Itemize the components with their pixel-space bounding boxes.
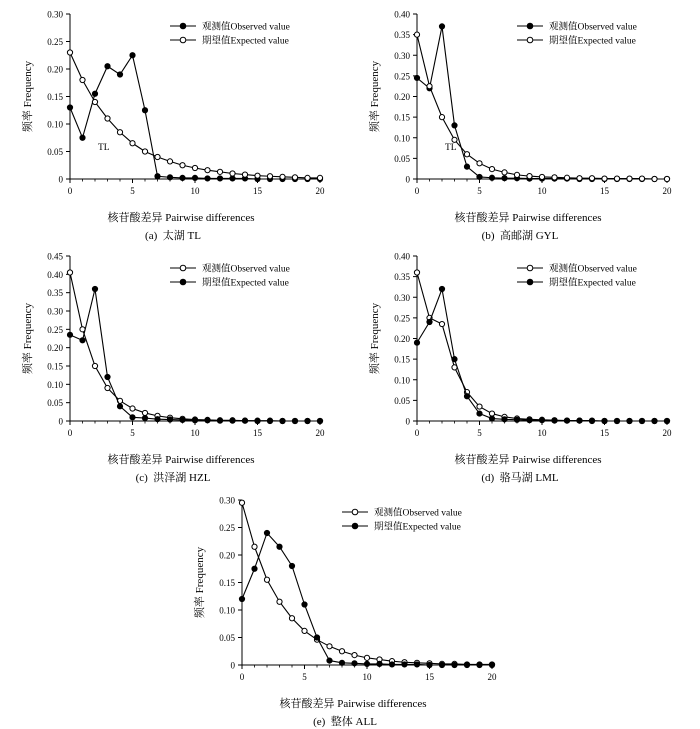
- data-point: [439, 24, 444, 29]
- chart-panel-hongze: [18, 246, 336, 485]
- data-point: [142, 149, 147, 154]
- data-point: [155, 154, 160, 159]
- data-point: [192, 418, 197, 423]
- data-point: [514, 172, 519, 177]
- data-point: [527, 174, 532, 179]
- y-tick-label: 0.05: [394, 153, 410, 164]
- legend-marker: [352, 523, 358, 529]
- data-point: [527, 418, 532, 423]
- data-point: [117, 130, 122, 135]
- data-point: [305, 418, 310, 423]
- legend-marker: [527, 279, 533, 285]
- data-point: [255, 418, 260, 423]
- data-point: [67, 332, 72, 337]
- data-point: [289, 563, 294, 568]
- data-point: [252, 566, 257, 571]
- data-point: [339, 660, 344, 665]
- y-tick-label: 0: [58, 416, 63, 427]
- y-tick-label: 0.20: [394, 334, 410, 344]
- y-tick-label: 0.05: [219, 633, 235, 643]
- legend-label: 观测值Observed value: [202, 22, 290, 33]
- data-point: [252, 544, 257, 549]
- legend: [342, 507, 462, 533]
- y-tick-label: 0.20: [47, 64, 63, 75]
- y-axis-label: 频率 Frequency: [369, 302, 381, 375]
- data-point: [352, 661, 357, 666]
- data-point: [230, 176, 235, 181]
- data-point: [502, 170, 507, 175]
- data-point: [130, 406, 135, 411]
- x-tick-label: 0: [67, 428, 73, 438]
- data-point: [464, 662, 469, 667]
- data-point: [142, 410, 147, 415]
- y-tick-label: 0.15: [47, 92, 63, 102]
- legend-label: 期望值Expected value: [549, 36, 636, 47]
- x-tick-label: 20: [487, 672, 497, 682]
- data-point: [414, 662, 419, 667]
- x-tick-label: 20: [662, 428, 672, 438]
- data-point: [564, 418, 569, 423]
- data-point: [489, 167, 494, 172]
- chart-svg-a: [18, 4, 328, 209]
- data-point: [317, 175, 322, 180]
- chart-svg-b: [365, 4, 675, 209]
- plot-area-b: [365, 4, 683, 209]
- data-point: [205, 176, 210, 181]
- x-tick-label: 0: [67, 186, 73, 196]
- data-point: [489, 411, 494, 416]
- data-point: [155, 174, 160, 179]
- y-tick-label: 0: [405, 174, 410, 185]
- y-tick-label: 0.35: [394, 272, 410, 283]
- x-axis-label: 核苷酸差异 Pairwise differences: [279, 698, 427, 710]
- data-point: [205, 418, 210, 423]
- data-point: [452, 137, 457, 142]
- x-tick-label: 0: [414, 186, 420, 196]
- y-tick-label: 0.15: [47, 361, 63, 372]
- data-point: [477, 174, 482, 179]
- data-point: [80, 135, 85, 140]
- y-tick-label: 0.25: [394, 313, 410, 324]
- legend-marker: [180, 23, 186, 29]
- y-tick-label: 0.40: [394, 9, 410, 20]
- data-point: [130, 141, 135, 146]
- plot-area-e: [190, 490, 508, 695]
- legend-marker: [527, 37, 533, 43]
- series-line-1: [417, 273, 667, 422]
- data-point: [105, 374, 110, 379]
- data-point: [352, 653, 357, 658]
- y-tick-label: 0.40: [394, 251, 410, 262]
- chart-panel-luoma: [365, 246, 683, 485]
- x-axis-label: 核苷酸差异 Pairwise differences: [454, 454, 602, 466]
- data-point: [239, 500, 244, 505]
- y-axis-label: 频率 Frequency: [22, 302, 34, 375]
- y-tick-label: 0.25: [219, 523, 235, 533]
- data-point: [305, 175, 310, 180]
- data-point: [464, 394, 469, 399]
- y-tick-label: 0.30: [394, 292, 410, 303]
- y-tick-label: 0.30: [47, 306, 63, 317]
- data-point: [664, 418, 669, 423]
- panel-caption: (e) 整体 ALL: [313, 716, 377, 728]
- data-point: [464, 152, 469, 157]
- y-tick-label: 0.10: [47, 119, 63, 130]
- data-point: [427, 662, 432, 667]
- data-point: [117, 404, 122, 409]
- data-point: [264, 577, 269, 582]
- data-point: [327, 658, 332, 663]
- data-point: [564, 175, 569, 180]
- data-point: [439, 321, 444, 326]
- data-point: [414, 270, 419, 275]
- y-tick-label: 0.10: [47, 379, 63, 390]
- data-point: [180, 163, 185, 168]
- x-axis-label: 核苷酸差异 Pairwise differences: [107, 212, 255, 224]
- x-tick-label: 5: [477, 428, 482, 438]
- data-point: [514, 417, 519, 422]
- data-point: [105, 116, 110, 121]
- x-axis-label: 核苷酸差异 Pairwise differences: [107, 454, 255, 466]
- x-tick-label: 15: [600, 186, 609, 196]
- data-point: [539, 418, 544, 423]
- data-point: [105, 385, 110, 390]
- series-line-2: [417, 289, 667, 421]
- y-tick-label: 0: [230, 660, 235, 671]
- data-point: [302, 602, 307, 607]
- y-tick-label: 0.20: [47, 343, 63, 354]
- data-point: [539, 174, 544, 179]
- x-tick-label: 5: [477, 186, 482, 196]
- data-point: [414, 75, 419, 80]
- legend-label: 期望值Expected value: [374, 522, 461, 533]
- data-point: [230, 171, 235, 176]
- data-point: [414, 32, 419, 37]
- legend-label: 观测值Observed value: [374, 508, 462, 519]
- data-point: [477, 404, 482, 409]
- panel-caption: (d) 骆马湖 LML: [481, 472, 559, 484]
- data-point: [602, 176, 607, 181]
- data-point: [242, 418, 247, 423]
- panel-caption: (b) 高邮湖 GYL: [481, 230, 559, 242]
- x-tick-label: 5: [130, 428, 135, 438]
- y-tick-label: 0.45: [47, 251, 63, 262]
- data-point: [192, 175, 197, 180]
- data-point: [589, 176, 594, 181]
- y-tick-label: 0.15: [394, 112, 410, 123]
- chart-svg-c: [18, 246, 328, 451]
- data-point: [80, 338, 85, 343]
- data-point: [292, 418, 297, 423]
- y-tick-label: 0.35: [47, 288, 63, 299]
- data-point: [664, 176, 669, 181]
- data-point: [217, 176, 222, 181]
- y-tick-label: 0.10: [394, 133, 410, 144]
- plot-annotation: TL: [98, 143, 110, 154]
- x-axis-label: 核苷酸差异 Pairwise differences: [454, 212, 602, 224]
- y-tick-label: 0.15: [219, 578, 235, 588]
- series-line-2: [417, 35, 667, 179]
- data-point: [92, 286, 97, 291]
- data-point: [652, 418, 657, 423]
- data-point: [439, 286, 444, 291]
- x-tick-label: 15: [600, 428, 609, 438]
- data-point: [627, 176, 632, 181]
- data-point: [452, 662, 457, 667]
- x-tick-label: 20: [315, 428, 325, 438]
- data-point: [477, 411, 482, 416]
- legend-label: 观测值Observed value: [202, 264, 290, 275]
- y-tick-label: 0.10: [219, 605, 235, 616]
- data-point: [639, 418, 644, 423]
- y-axis-label: 频率 Frequency: [194, 546, 206, 619]
- data-point: [577, 176, 582, 181]
- data-point: [439, 115, 444, 120]
- y-tick-label: 0.25: [47, 37, 63, 47]
- data-point: [242, 172, 247, 177]
- chart-panel-taihu: [18, 4, 336, 243]
- x-tick-label: 10: [537, 186, 547, 196]
- series-line-1: [417, 26, 667, 179]
- plot-area-c: [18, 246, 336, 451]
- y-tick-label: 0.20: [219, 550, 235, 561]
- x-tick-label: 20: [662, 186, 672, 196]
- data-point: [239, 596, 244, 601]
- legend-label: 期望值Expected value: [202, 278, 289, 289]
- chart-svg-e: [190, 490, 500, 695]
- data-point: [602, 418, 607, 423]
- data-point: [142, 108, 147, 113]
- panel-caption: (c) 洪泽湖 HZL: [135, 472, 211, 484]
- y-tick-label: 0.30: [219, 495, 235, 506]
- data-point: [142, 415, 147, 420]
- y-tick-label: 0.30: [394, 50, 410, 61]
- data-point: [614, 176, 619, 181]
- legend-label: 期望值Expected value: [202, 36, 289, 47]
- y-tick-label: 0: [405, 416, 410, 427]
- y-tick-label: 0.05: [394, 395, 410, 406]
- data-point: [267, 418, 272, 423]
- data-point: [130, 53, 135, 58]
- y-tick-label: 0.30: [47, 9, 63, 20]
- data-point: [180, 417, 185, 422]
- data-point: [627, 418, 632, 423]
- data-point: [92, 99, 97, 104]
- series-line-2: [70, 53, 320, 178]
- series-line-2: [70, 289, 320, 421]
- x-tick-label: 10: [362, 672, 372, 682]
- data-point: [280, 418, 285, 423]
- data-point: [117, 72, 122, 77]
- data-point: [302, 628, 307, 633]
- data-point: [489, 175, 494, 180]
- data-point: [452, 123, 457, 128]
- data-point: [317, 418, 322, 423]
- data-point: [639, 176, 644, 181]
- plot-area-a: [18, 4, 336, 209]
- data-point: [327, 644, 332, 649]
- data-point: [427, 84, 432, 89]
- y-tick-label: 0.15: [394, 354, 410, 365]
- y-tick-label: 0: [58, 174, 63, 185]
- data-point: [589, 418, 594, 423]
- legend-label: 期望值Expected value: [549, 278, 636, 289]
- legend: [170, 263, 290, 289]
- data-point: [180, 175, 185, 180]
- data-point: [339, 649, 344, 654]
- data-point: [67, 50, 72, 55]
- y-axis-label: 频率 Frequency: [22, 60, 34, 133]
- x-tick-label: 10: [190, 186, 200, 196]
- series-line-1: [70, 273, 320, 422]
- legend-marker: [527, 23, 533, 29]
- data-point: [92, 363, 97, 368]
- chart-panel-all: [190, 490, 508, 729]
- data-point: [277, 599, 282, 604]
- data-point: [502, 417, 507, 422]
- data-point: [155, 417, 160, 422]
- data-point: [92, 91, 97, 96]
- plot-area-d: [365, 246, 683, 451]
- data-point: [577, 418, 582, 423]
- data-point: [477, 161, 482, 166]
- data-point: [364, 661, 369, 666]
- data-point: [439, 662, 444, 667]
- data-point: [130, 415, 135, 420]
- data-point: [364, 655, 369, 660]
- x-tick-label: 5: [130, 186, 135, 196]
- data-point: [167, 417, 172, 422]
- y-axis-label: 频率 Frequency: [369, 60, 381, 133]
- data-point: [652, 176, 657, 181]
- y-tick-label: 0.40: [47, 269, 63, 280]
- chart-svg-d: [365, 246, 675, 451]
- data-point: [614, 418, 619, 423]
- x-tick-label: 20: [315, 186, 325, 196]
- panel-caption: (a) 太湖 TL: [145, 230, 201, 242]
- y-tick-label: 0.25: [47, 324, 63, 335]
- data-point: [267, 174, 272, 179]
- legend-marker: [352, 509, 358, 515]
- legend: [517, 263, 637, 289]
- data-point: [389, 662, 394, 667]
- data-point: [230, 418, 235, 423]
- data-point: [217, 418, 222, 423]
- x-tick-label: 15: [425, 672, 434, 682]
- legend-label: 观测值Observed value: [549, 264, 637, 275]
- y-tick-label: 0.05: [47, 398, 63, 409]
- data-point: [80, 77, 85, 82]
- data-point: [427, 319, 432, 324]
- x-tick-label: 10: [537, 428, 547, 438]
- legend-label: 观测值Observed value: [549, 22, 637, 33]
- data-point: [67, 270, 72, 275]
- y-tick-label: 0.20: [394, 92, 410, 102]
- data-point: [477, 662, 482, 667]
- legend-marker: [527, 265, 533, 271]
- data-point: [192, 165, 197, 170]
- y-tick-label: 0.25: [394, 71, 410, 82]
- x-tick-label: 15: [253, 428, 262, 438]
- data-point: [264, 530, 269, 535]
- data-point: [280, 174, 285, 179]
- data-point: [277, 544, 282, 549]
- data-point: [452, 357, 457, 362]
- y-tick-label: 0.35: [394, 30, 410, 41]
- legend-marker: [180, 265, 186, 271]
- x-tick-label: 5: [302, 672, 307, 682]
- data-point: [292, 175, 297, 180]
- y-tick-label: 0.10: [394, 375, 410, 386]
- data-point: [464, 164, 469, 169]
- data-point: [502, 176, 507, 181]
- data-point: [402, 662, 407, 667]
- x-tick-label: 15: [253, 186, 262, 196]
- data-point: [552, 175, 557, 180]
- data-point: [489, 662, 494, 667]
- chart-panel-gaoyou: [365, 4, 683, 243]
- data-point: [167, 159, 172, 164]
- data-point: [67, 105, 72, 110]
- data-point: [205, 168, 210, 173]
- data-point: [489, 416, 494, 421]
- data-point: [217, 169, 222, 174]
- data-point: [377, 661, 382, 666]
- legend: [170, 21, 290, 47]
- data-point: [314, 635, 319, 640]
- plot-annotation: TL: [445, 143, 457, 154]
- data-point: [167, 175, 172, 180]
- legend-marker: [180, 37, 186, 43]
- legend: [517, 21, 637, 47]
- data-point: [289, 616, 294, 621]
- x-tick-label: 0: [414, 428, 420, 438]
- data-point: [255, 173, 260, 178]
- x-tick-label: 0: [239, 672, 245, 682]
- data-point: [105, 64, 110, 69]
- y-tick-label: 0.05: [47, 147, 63, 157]
- data-point: [414, 340, 419, 345]
- x-tick-label: 10: [190, 428, 200, 438]
- legend-marker: [180, 279, 186, 285]
- data-point: [552, 418, 557, 423]
